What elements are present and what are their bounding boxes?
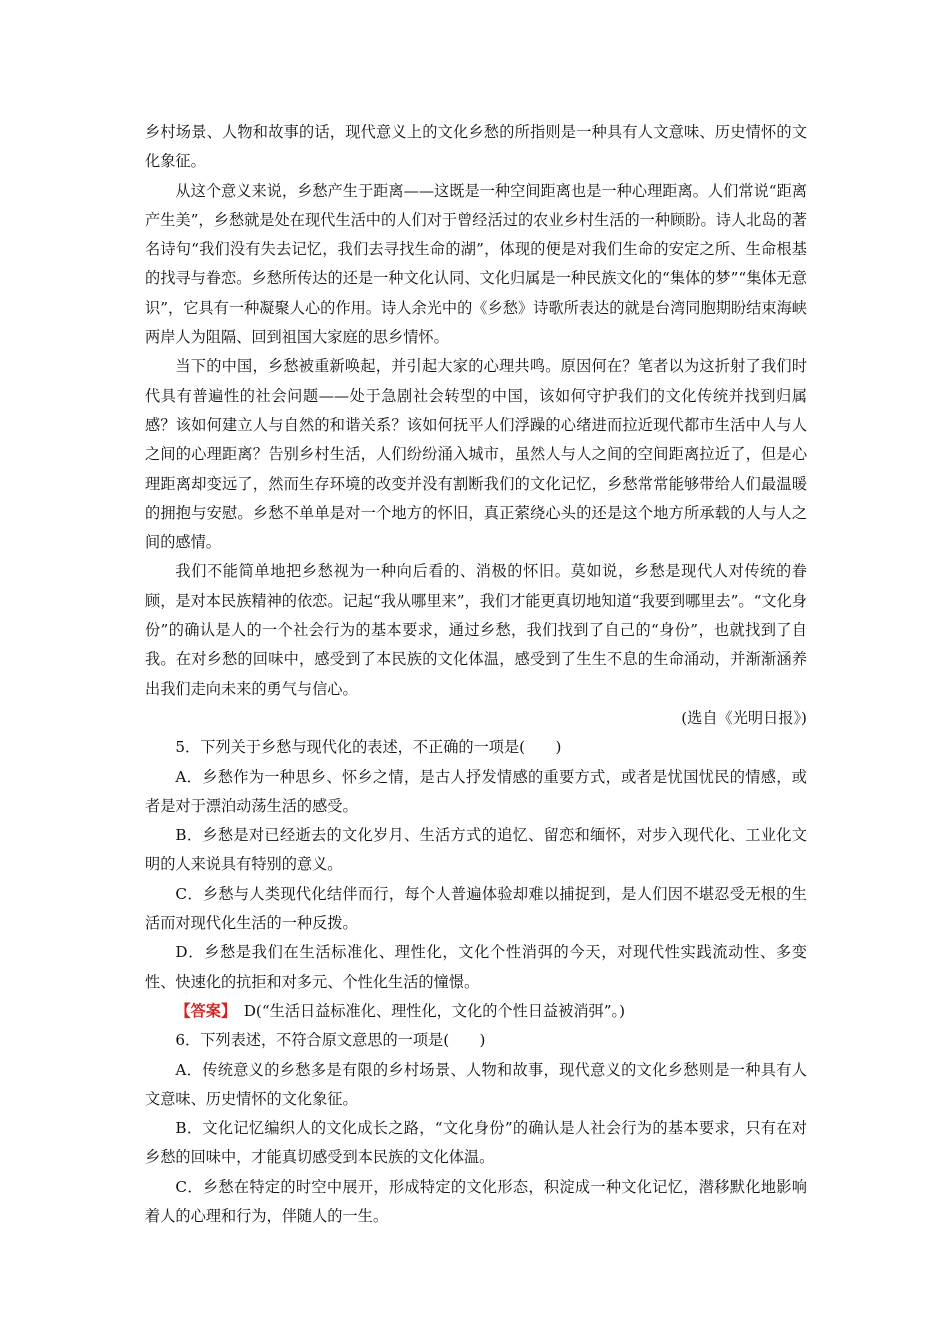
answer-text: D(“生活日益标准化、理性化，文化的个性日益被消弭”。) (228, 1001, 626, 1020)
paragraph-3: 当下的中国，乡愁被重新唤起，并引起大家的心理共鸣。原因何在？笔者以为这折射了我们时代具有普遍性的社会问题——处于急剧社会转型的中国，该如何守护我们的文化传统并找到归属感？该如何建立人与自然的和谐关系？该如何抚平人们浮躁的心绪进而拉近现代都市生活中人与人之间的心理距离？告别乡村生活，人们纷纷涌入城市，虽然人与人之间的空间距离拉近了，但是心理距离却变远了，然而生存环境的改变并没有割断我们的文化记忆，乡愁常常能够带给人们最温暖的拥抱与安慰。乡愁不单单是对一个地方的怀旧，真正萦绕心头的还是这个地方所承载的人与人之间的感情。 (145, 357, 807, 552)
question-5-stem: 5．下列关于乡愁与现代化的表述，不正确的一项是( ) (175, 738, 562, 757)
question-5-answer (145, 997, 807, 1026)
question-6-option-a: A．传统意义的乡愁多是有限的乡村场景、人物和故事，现代意义的文化乡愁则是一种具有人文意味、历史情怀的文化象征。 (145, 1060, 807, 1108)
paragraph-2: 从这个意义来说，乡愁产生于距离——这既是一种空间距离也是一种心理距离。人们常说“距离产生美”，乡愁就是处在现代生活中的人们对于曾经活过的农业乡村生活的一种顾盼。诗人北岛的著名诗句“我们没有失去记忆，我们去寻找生命的湖”，体现的便是对我们生命的安定之所、生命根基的找寻与眷恋。乡愁所传达的还是一种文化认同、文化归属是一种民族文化的“集体的梦”“集体无意识”，它具有一种凝聚人心的作用。诗人余光中的《乡愁》诗歌所表达的就是台湾同胞期盼结束海峡两岸人为阻隔、回到祖国大家庭的思乡情怀。 (145, 181, 807, 347)
paragraph-1: 乡村场景、人物和故事的话，现代意义上的文化乡愁的所指则是一种具有人文意味、历史情怀的文化象征。 (145, 123, 807, 171)
question-5-option-b: B．乡愁是对已经逝去的文化岁月、生活方式的追忆、留恋和缅怀，对步入现代化、工业化文明的人来说具有特别的意义。 (145, 826, 807, 874)
answer-label: 【答案】 (175, 1001, 229, 1020)
paragraph-4: 我们不能简单地把乡愁视为一种向后看的、消极的怀旧。莫如说，乡愁是现代人对传统的眷顾，是对本民族精神的依恋。记起“我从哪里来”，我们才能更真切地知道“我要到哪里去”。“文化身份”的确认是人的一个社会行为的基本要求，通过乡愁，我们找到了自己的“身份”，也就找到了自我。在对乡愁的回味中，感受到了本民族的文化体温，感受到了生生不息的生命涌动，并渐渐涵养出我们走向未来的勇气与信心。 (145, 562, 807, 698)
question-6-option-b: B．文化记忆编织人的文化成长之路，“文化身份”的确认是人社会行为的基本要求，只有在对乡愁的回味中，才能真切感受到本民族的文化体温。 (145, 1119, 807, 1167)
source-citation: (选自《光明日报》) (681, 708, 807, 727)
question-5-option-d: D．乡愁是我们在生活标准化、理性化，文化个性消弭的今天，对现代性实践流动性、多变性、快速化的抗拒和对多元、个性化生活的憧憬。 (145, 943, 807, 991)
question-6-stem: 6．下列表述，不符合原文意思的一项是( ) (175, 1031, 486, 1050)
question-5-option-c: C．乡愁与人类现代化结伴而行，每个人普遍体验却难以捕捉到，是人们因不堪忍受无根的生活而对现代化生活的一种反拨。 (145, 884, 807, 933)
question-6-option-c: C．乡愁在特定的时空中展开，形成特定的文化形态，积淀成一种文化记忆，潜移默化地影响着人的心理和行为，伴随人的一生。 (145, 1177, 807, 1225)
question-5-option-a: A．乡愁作为一种思乡、怀乡之情，是古人抒发情感的重要方式，或者是忧国忧民的情感，或者是对于漂泊动荡生活的感受。 (145, 767, 807, 815)
document-page (145, 118, 807, 1231)
